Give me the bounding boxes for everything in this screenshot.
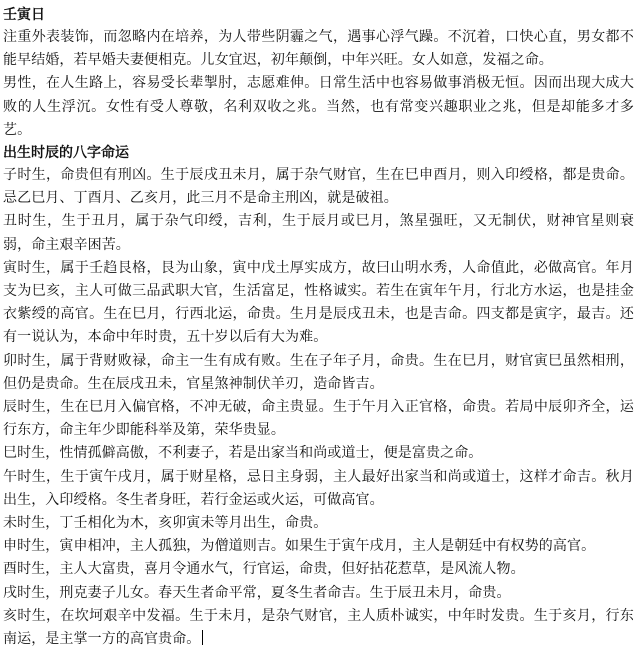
intro-paragraph-2: 男性，在人生路上，容易受长辈掣肘，志愿难伸。日常生活中也容易做事消极无恒。因而出现大成大败的人生浮沉。女性有受人尊敬，名利双收之兆。当然，也有常变兴趣职业之兆，但是却能多才多艺。 [3,75,634,138]
text-cursor[interactable] [202,630,203,645]
hour-paragraph-wei: 未时生，丁壬相化为木，亥卯寅未等月出生，命贵。 [3,515,328,532]
hour-paragraph-chou: 丑时生，生于丑月，属于杂气印绶，吉利，生于辰月或巳月，煞星强旺，又无制伏，财神官星则衰弱，命主艰辛困苦。 [3,213,634,253]
hour-paragraph-yin: 寅时生，属于壬趋艮格，艮为山象，寅中戊土厚实成方，故曰山明水秀，人命值此，必做高官。年月支为巳亥，主人可做三品武职大官，生活富足，性格诚实。若生在寅年午月，行北方水运，也是挂金衣紫绶的高官。生在巳月，行西北运，命贵。生月是辰戌丑未，也是吉命。四支都是寅字，最吉。还有一说认为，本命中年时贵，五十岁以后有大为难。 [3,259,634,346]
hour-paragraph-chen: 辰时生，生在巳月入偏官格，不冲无破，命主贵显。生于午月入正官格，命贵。若局中辰卯齐全，运行东方，命主年少即能科举及第，荣华贵显。 [3,399,634,439]
hour-paragraph-you: 酉时生，主人大富贵，喜月令通水气，行官运，命贵，但好拈花惹草，是风流人物。 [3,561,525,578]
hour-paragraph-mao: 卯时生，属于背财败禄，命主一生有成有败。生在子年子月，命贵。生在巳月，财官寅巳虽然相刑，但仍是贵命。生在辰戌丑未，官星煞神制伏羊刃，造命皆吉。 [3,352,634,392]
hour-paragraph-si: 巳时生，性情孤僻高傲，不利妻子，若是出家当和尚或道士，便是富贵之命。 [3,445,483,462]
hour-paragraph-shen: 申时生，寅申相冲，主人孤独，为僧道则吉。如果生于寅午戌月，主人是朝廷中有权势的高官。 [3,538,596,555]
hour-paragraph-xu: 戌时生，刑克妻子儿女。春天生者命平常，夏冬生者命吉。生于辰丑未月，命贵。 [3,584,511,601]
hour-paragraph-hai-text: 亥时生，在坎坷艰辛中发福。生于未月，是杂气财官，主人质朴诚实，中年时发贵。生于亥月，行东南运，是主掌一方的高官贵命。 [3,607,634,648]
document-title: 壬寅日 [3,7,45,23]
intro-paragraph-1: 注重外表装饰，而忽略内在培养，为人带些阴霾之气，遇事心浮气躁。不沉着，口快心直，男女都不能早结婚，若早婚夫妻便相克。儿女宜迟，初年颠倒，中年兴旺。女人如意，发福之命。 [3,29,634,69]
section-title: 出生时辰的八字命运 [3,145,129,162]
hour-paragraph-hai [3,605,634,651]
hour-paragraph-wu: 午时生，生于寅午戌月，属于财星格，忌日主身弱，主人最好出家当和尚或道士，这样才命吉。秋月出生，入印绶格。冬生者身旺，若行金运或火运，可做高官。 [3,468,634,508]
hour-paragraph-zi: 子时生，命贵但有刑凶。生于辰戌丑未月，属于杂气财官，生在巳申酉月，则入印绶格，都是贵命。忌乙巳月、丁酉月、乙亥月，此三月不是命主刑凶，就是破祖。 [3,167,634,207]
